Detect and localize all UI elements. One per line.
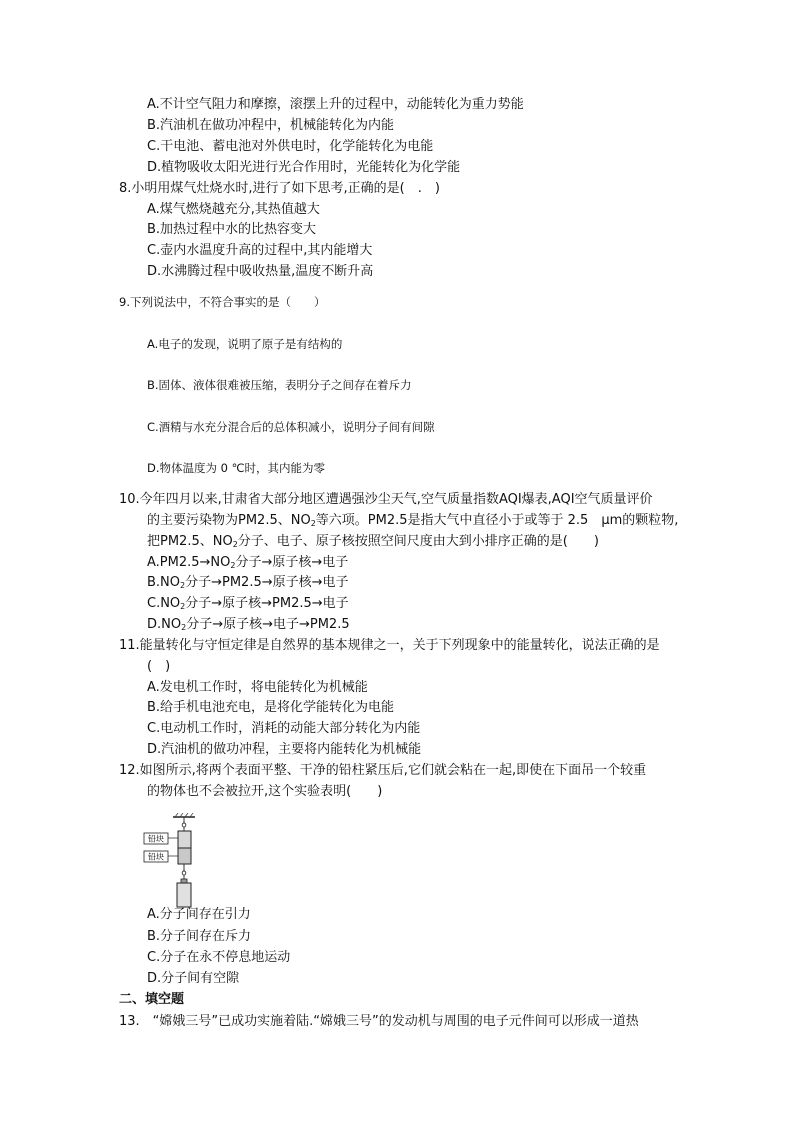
weight-cap — [181, 879, 187, 883]
section-heading-fill-blank: 二、填空题 — [119, 992, 185, 1007]
q12-option-c: C.分子在永不停息地运动 — [147, 950, 291, 965]
q11-stem-line2: ( ) — [147, 659, 171, 674]
q11-option-a: A.发电机工作时，将电能转化为机械能 — [147, 680, 368, 695]
q7-option-a: A.不计空气阻力和摩擦，滚摆上升的过程中，动能转化为重力势能 — [147, 97, 524, 112]
q8-option-a: A.煤气燃烧越充分,其热值越大 — [147, 202, 320, 217]
q12-option-d: D.分子间有空隙 — [147, 971, 240, 986]
q10-stem-line3: 把PM2.5、$NO_2$分子、电子、原子核按照空间尺度由大到小排序正确的是( ) — [147, 534, 599, 549]
q9-option-d: D.物体温度为 0 ℃时，其内能为零 — [147, 461, 326, 475]
hanging-weight — [177, 883, 191, 907]
q13-stem: 13. “嫦娥三号”已成功实施着陆.“嫦娥三号”的发动机与周围的电子元件间可以形成一道热 — [119, 1014, 639, 1029]
q10-option-d: $D.NO_2$分子→原子核→电子→PM2.5 — [147, 617, 350, 632]
q10-option-a: $A.PM2.5\to NO_2$分子→原子核→电子 — [147, 555, 349, 570]
q9-option-b: B.固体、液体很难被压缩，表明分子之间存在着斥力 — [147, 378, 412, 392]
q7-option-d: D.植物吸收太阳光进行光合作用时，光能转化为化学能 — [147, 160, 461, 175]
lower-lead-block — [178, 848, 191, 864]
q11-option-b: B.给手机电池充电，是将化学能转化为电能 — [147, 700, 395, 715]
q12-stem-line2: 的物体也不会被拉开,这个实验表明( ) — [147, 784, 383, 799]
q11-stem-line1: 11.能量转化与守恒定律是自然界的基本规律之一，关于下列现象中的能量转化，说法正确的是 — [119, 638, 660, 653]
q8-option-d: D.水沸腾过程中吸收热量,温度不断升高 — [147, 264, 374, 279]
q10-stem-line1: 10.今年四月以来,甘肃省大部分地区遭遇强沙尘天气,空气质量指数AQI爆表,AQI空气质量评价 — [119, 492, 653, 507]
q12-stem-line1: 12.如图所示,将两个表面平整、干净的铅柱紧压后,它们就会粘在一起,即使在下面吊一个较重 — [119, 763, 647, 778]
q11-option-c: C.电动机工作时，消耗的动能大部分转化为内能 — [147, 721, 421, 736]
q8-stem: 8.小明用煤气灶烧水时,进行了如下思考,正确的是( . ) — [119, 181, 440, 196]
q9-option-a: A.电子的发现，说明了原子是有结构的 — [147, 337, 343, 351]
lead-blocks-figure — [140, 813, 204, 909]
lower-lead-label: 铅块 — [148, 852, 164, 862]
q12-option-b: B.分子间存在斥力 — [147, 929, 252, 944]
q10-option-b: $B.NO_2$分子→PM2.5→原子核→电子 — [147, 575, 349, 590]
q12-option-a: A.分子间存在引力 — [147, 907, 251, 922]
q7-option-c: C.干电池、蓄电池对外供电时，化学能转化为电能 — [147, 139, 434, 154]
q10-option-c: $C.NO_2$分子→原子核→PM2.5→电子 — [147, 596, 349, 611]
upper-lead-label: 铅块 — [148, 834, 164, 844]
q7-option-b: B.汽油机在做功冲程中，机械能转化为内能 — [147, 118, 395, 133]
q10-stem-line2: 的主要污染物为PM2.5、$NO_2$等六项。PM2.5是指大气中直径小于或等于 2.5 μm的颗粒物, — [147, 513, 679, 528]
ceiling-support-icon — [173, 813, 195, 817]
q9-option-c: C.酒精与水充分混合后的总体积减小，说明分子间有间隙 — [147, 420, 435, 434]
q11-option-d: D.汽油机的做功冲程，主要将内能转化为机械能 — [147, 742, 422, 757]
upper-lead-block — [178, 831, 191, 848]
q9-stem: 9.下列说法中，不符合事实的是（ ） — [119, 295, 326, 309]
q8-option-b: B.加热过程中水的比热容变大 — [147, 222, 317, 237]
q8-option-c: C.壶内水温度升高的过程中,其内能增大 — [147, 243, 373, 258]
